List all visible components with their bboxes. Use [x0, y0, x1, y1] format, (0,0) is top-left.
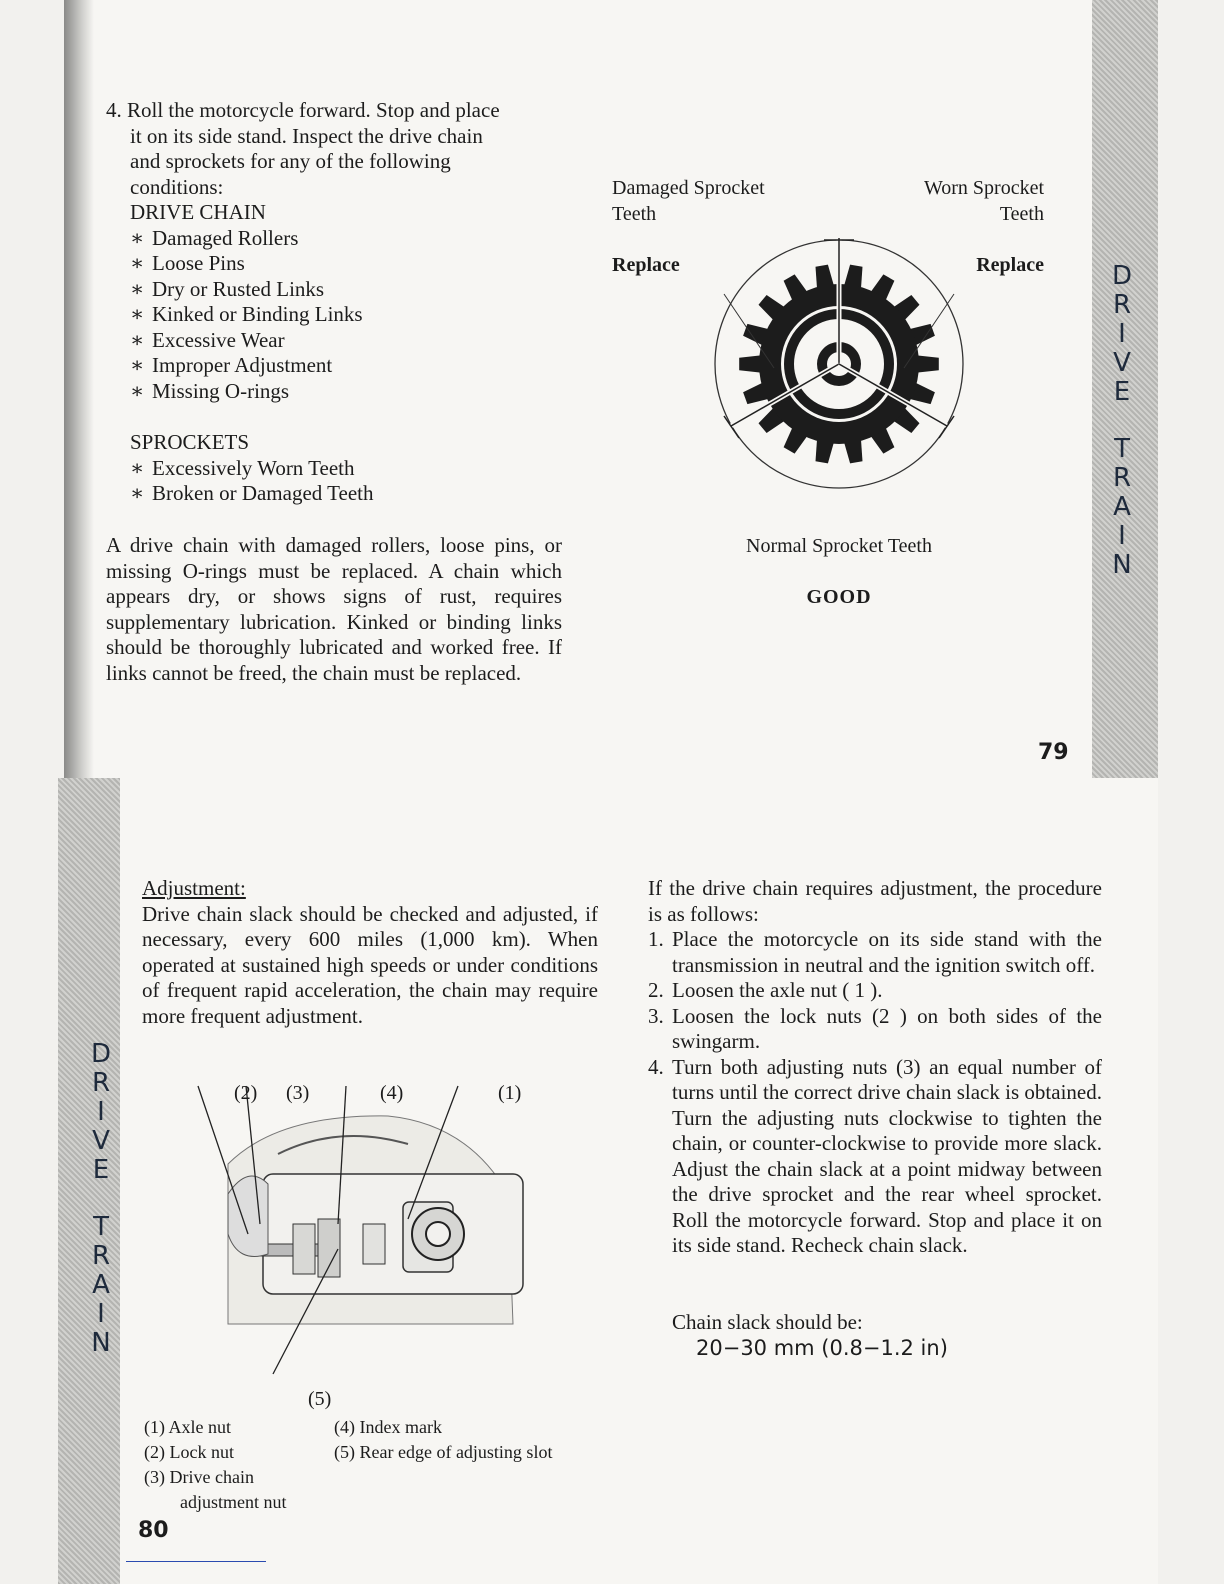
drive-chain-item [130, 277, 530, 303]
procedure-step [648, 1004, 1102, 1055]
bullet-symbol: ∗ [130, 225, 145, 250]
drive-chain-item [130, 353, 530, 379]
step-text: Place the motorcycle on its side stand with the transmission in neutral and the ignition switch off. [672, 927, 1102, 977]
bullet-symbol: ∗ [130, 302, 145, 326]
tab-letter: R [1112, 463, 1132, 493]
bullet-symbol: ∗ [130, 276, 145, 301]
tab-letter: I [97, 1299, 105, 1329]
drive-chain-list [130, 226, 530, 405]
bottom-rule [126, 1561, 266, 1562]
tab-letter: R [91, 1241, 111, 1271]
tab-letter: D [1112, 261, 1133, 291]
callout-1: (1) [498, 1082, 522, 1104]
drive-chain-item [130, 226, 530, 252]
callout-3: (3) [286, 1082, 310, 1104]
tab-left-letters [91, 1040, 111, 1358]
sprocket-figure [704, 228, 974, 498]
drive-chain-item-text: Kinked or Binding Links [152, 302, 363, 326]
drive-chain-item-text: Damaged Rollers [152, 225, 299, 250]
bullet-symbol: ∗ [130, 455, 145, 480]
caption-drive-chain-adjustment-nut-2: adjustment nut [180, 1492, 287, 1512]
sprockets-heading: SPROCKETS [130, 430, 250, 454]
tab-letter: N [91, 1328, 111, 1358]
tab-letter: T [93, 1212, 109, 1242]
bullet-symbol: ∗ [130, 481, 145, 505]
normal-sprocket-label: Normal Sprocket Teeth [746, 535, 932, 557]
drive-chain-item [130, 302, 530, 328]
page-number-79: 79 [1038, 740, 1069, 765]
tab-letter: R [91, 1068, 111, 1098]
bullet-symbol: ∗ [130, 327, 145, 352]
tab-letter: I [1118, 521, 1126, 551]
tab-right-letters [1112, 262, 1132, 580]
page-gutter-shadow [64, 0, 94, 780]
step-number: 1. [648, 927, 664, 951]
sprocket-item [130, 456, 530, 482]
axle-center [426, 1222, 450, 1246]
chain-guide [228, 1176, 268, 1257]
replace-left-label: Replace [612, 254, 680, 276]
tab-letter: A [92, 1270, 110, 1300]
divider-tick-left [724, 416, 739, 438]
drive-chain-item [130, 379, 530, 405]
drive-chain-heading: DRIVE CHAIN [130, 200, 266, 224]
bullet-symbol: ∗ [130, 353, 145, 377]
drive-chain-item-text: Loose Pins [152, 251, 245, 275]
chain-slack-label: Chain slack should be: [672, 1310, 863, 1334]
adjustment-heading: Adjustment: [142, 876, 246, 900]
drive-chain-item-text: Improper Adjustment [152, 353, 333, 377]
procedure-step [648, 1055, 1102, 1259]
replace-right-label: Replace [976, 254, 1044, 276]
drive-chain-item-text: Excessive Wear [152, 327, 285, 352]
step-4-intro [106, 98, 566, 200]
callout-4: (4) [380, 1082, 404, 1104]
step-number: 4. [648, 1054, 664, 1079]
sprockets-section [130, 430, 530, 507]
drive-chain-item [130, 251, 530, 277]
step-number: 3. [648, 1003, 664, 1028]
drive-chain-item [130, 328, 530, 354]
step-4-line-4: conditions: [130, 174, 224, 199]
step-4-line-3: and sprockets for any of the following [130, 149, 451, 173]
tab-letter: N [1112, 550, 1132, 580]
divider-tick-right [939, 416, 954, 438]
tab-letter: V [1113, 348, 1131, 378]
callout-2: (2) [234, 1082, 258, 1104]
tab-letter: I [97, 1097, 105, 1127]
step-number: 2. [648, 978, 664, 1002]
index-mark-shape [363, 1224, 385, 1264]
damaged-sprocket-label: Damaged Sprocket Teeth [612, 177, 765, 225]
caption-rear-edge: (5) Rear edge of adjusting slot [334, 1442, 553, 1462]
drive-chain-section [130, 200, 530, 404]
procedure-intro: If the drive chain requires adjustment, the procedure is as follows: [648, 876, 1102, 926]
tab-letter: D [91, 1039, 112, 1069]
tab-letter: E [1113, 377, 1131, 407]
chain-adjuster-diagram [168, 1074, 548, 1414]
callout-5: (5) [308, 1388, 332, 1410]
tab-letter: T [1114, 434, 1130, 464]
chain-slack-value: 20−30 mm (0.8−1.2 in) [696, 1336, 948, 1360]
lock-nut-shape [293, 1224, 315, 1274]
drive-train-tab-left [58, 778, 120, 1584]
chain-condition-paragraph: A drive chain with damaged rollers, loose pins, or missing O-rings must be replaced. A chain which appears dry, or shows signs of rust, requires supplementary lubrication. Kinked or binding links should be thoroughly lubricated and worked free. If links cannot be freed, the chain must be replaced. [106, 533, 562, 685]
page-number-80: 80 [138, 1518, 169, 1543]
tab-letter: A [1113, 492, 1131, 522]
step-4-line-1: 4. Roll the motorcycle forward. Stop and place [106, 98, 500, 122]
bullet-symbol: ∗ [130, 378, 145, 403]
caption-lock-nut: (2) Lock nut [144, 1442, 234, 1462]
sprocket-item-text: Excessively Worn Teeth [152, 455, 355, 480]
procedure-step [648, 978, 1102, 1004]
adjusting-nut-shape [318, 1219, 340, 1277]
bullet-symbol: ∗ [130, 251, 145, 275]
worn-sprocket-label: Worn Sprocket Teeth [923, 177, 1044, 225]
drive-chain-item-text: Missing O-rings [152, 378, 290, 403]
tab-letter: V [92, 1126, 110, 1156]
step-text: Loosen the axle nut ( 1 ). [672, 978, 883, 1002]
caption-drive-chain-adjustment-nut: (3) Drive chain [144, 1467, 254, 1487]
step-text: Turn both adjusting nuts (3) an equal number of turns until the correct drive chain slack is obtained. Turn the adjusting nuts clockwise to tighten the chain, or counter-clockwise to provide more slack. Adjust the chain slack at a point midway between the drive sprocket and the rear wheel sprocket. Roll the motorcycle forward. Stop and place it on its side stand. Recheck chain slack. [672, 1054, 1102, 1257]
tab-letter: E [92, 1155, 110, 1185]
procedure-steps [648, 927, 1102, 1259]
drive-train-tab-right [1092, 0, 1158, 780]
sprockets-list [130, 456, 530, 507]
step-4-line-2: it on its side stand. Inspect the drive chain [130, 123, 483, 148]
tab-letter: I [1118, 319, 1126, 349]
sprocket-item [130, 481, 530, 507]
sprocket-item-text: Broken or Damaged Teeth [152, 481, 374, 505]
tab-letter: R [1112, 290, 1132, 320]
caption-axle-nut: (1) Axle nut [144, 1417, 231, 1437]
page-79 [64, 0, 1158, 780]
procedure-step [648, 927, 1102, 978]
step-text: Loosen the lock nuts (2 ) on both sides of the swingarm. [672, 1003, 1102, 1053]
good-label: GOOD [806, 586, 872, 608]
caption-index-mark: (4) Index mark [334, 1417, 442, 1437]
drive-chain-item-text: Dry or Rusted Links [152, 276, 325, 301]
adjustment-paragraph: Drive chain slack should be checked and adjusted, if necessary, every 600 miles (1,000 km). When operated at sustained high speeds or under conditions of frequent rapid acceleration, the chain may require more frequent adjustment. [142, 901, 598, 1028]
page-80 [58, 778, 1158, 1584]
adjustment-section [142, 876, 598, 1029]
